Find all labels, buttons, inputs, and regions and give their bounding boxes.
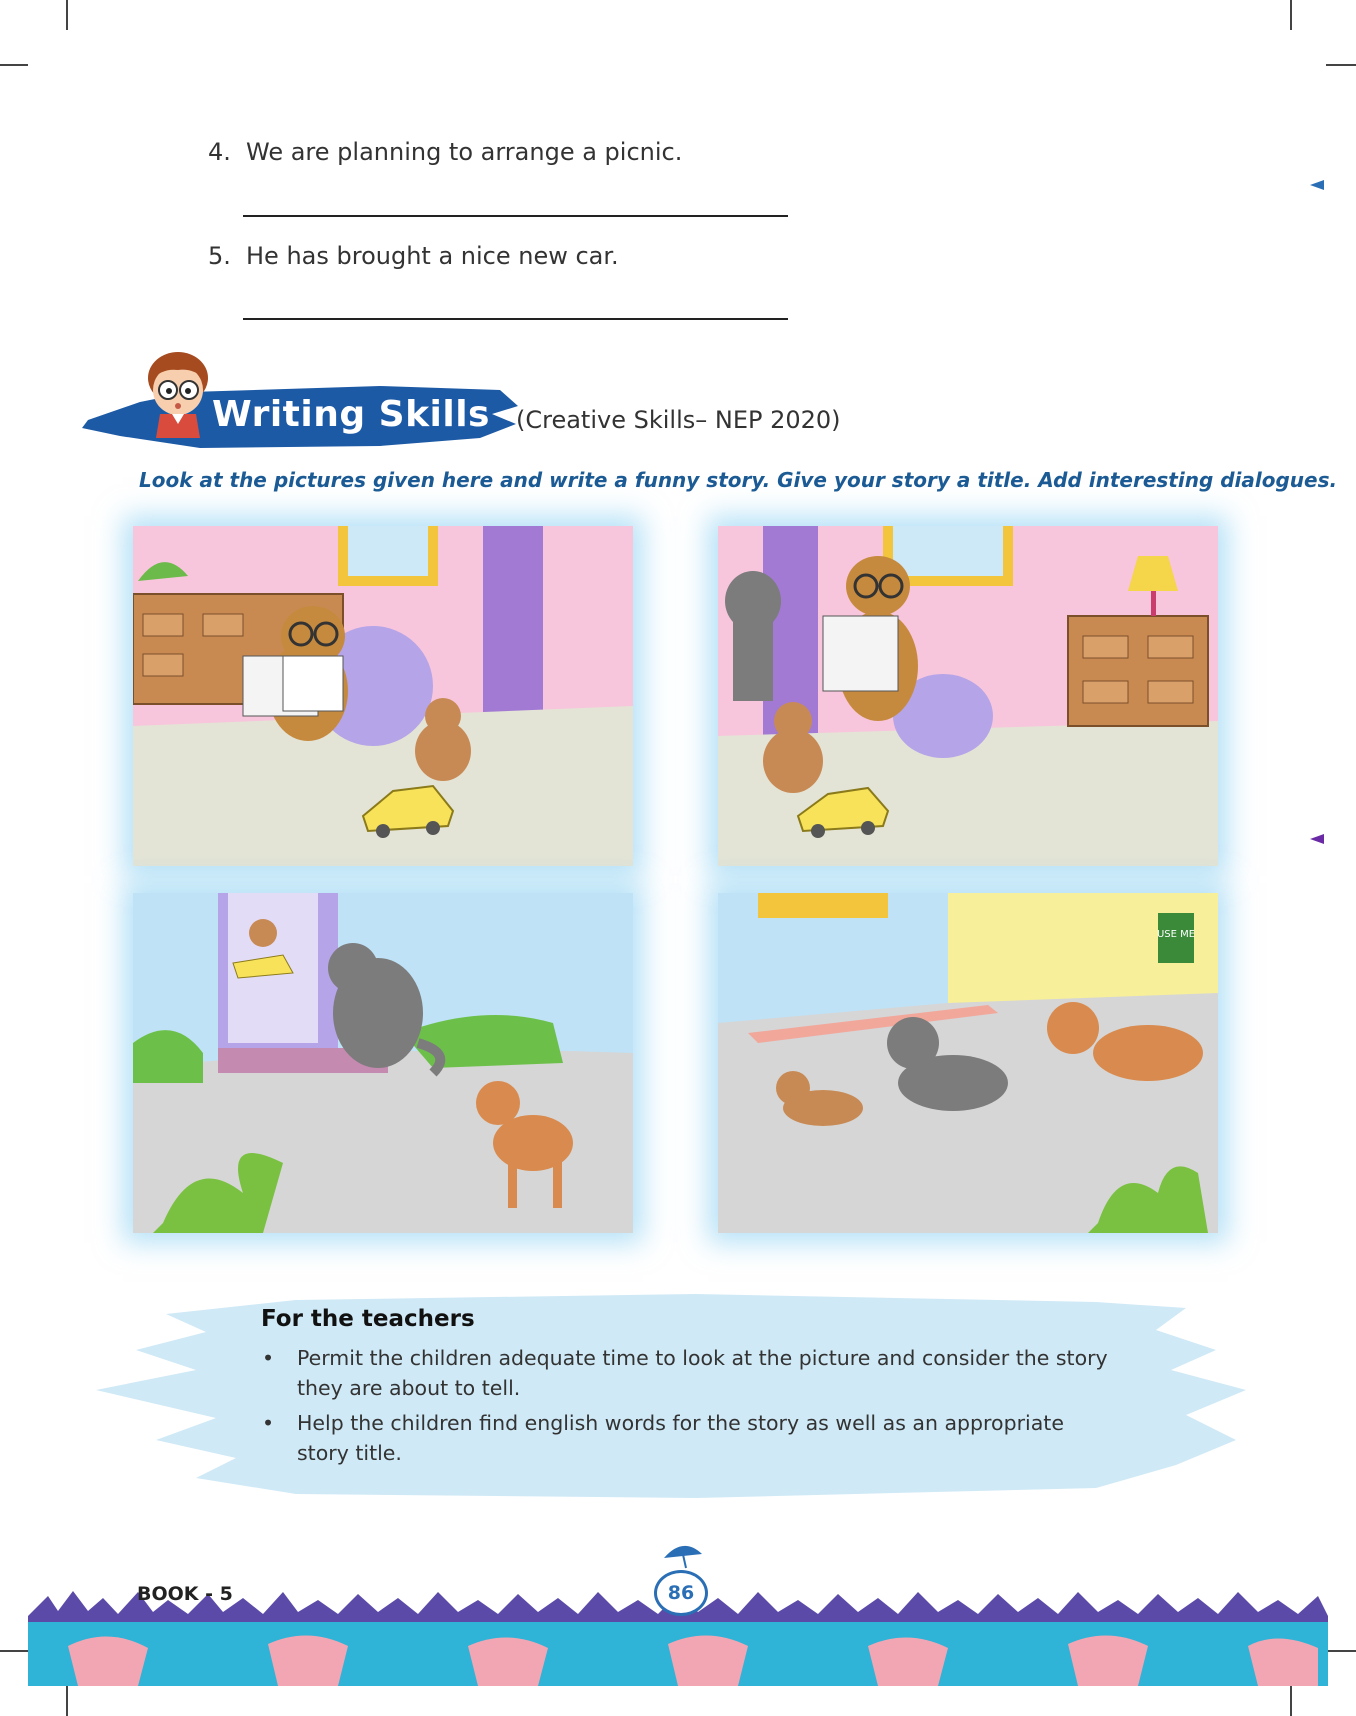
answer-line[interactable] (243, 215, 788, 217)
crop-mark (1326, 1650, 1356, 1652)
boy-mascot-icon (138, 344, 218, 440)
side-marker-icon (1310, 178, 1328, 192)
question-text: He has brought a nice new car. (246, 242, 619, 270)
bullet-text: Permit the children adequate time to look at the picture and consider the story they are about to tell. (297, 1346, 1108, 1400)
crop-mark (1290, 0, 1292, 30)
question-item (208, 242, 619, 270)
teachers-title: For the teachers (261, 1306, 475, 1332)
bullet-symbol: • (262, 1346, 275, 1370)
side-marker-icon (1310, 832, 1328, 846)
crop-mark (0, 1650, 28, 1652)
question-number: 4. (208, 138, 231, 166)
book-label: BOOK - 5 (137, 1583, 233, 1605)
crop-mark (0, 64, 28, 66)
story-panel-4 (718, 893, 1218, 1233)
dustbin-sign: USE ME (1156, 929, 1196, 940)
answer-line[interactable] (243, 318, 788, 320)
instruction-text: Look at the pictures given here and write a funny story. Give your story a title. Add interesting dialogues. (139, 468, 1338, 492)
story-panel-1 (133, 526, 633, 866)
story-panel-2 (718, 526, 1218, 866)
crop-mark (1326, 64, 1356, 66)
story-panel-3 (133, 893, 633, 1233)
umbrella-icon (660, 1540, 706, 1570)
crop-mark (1290, 1686, 1292, 1716)
teachers-bullet (262, 1408, 1142, 1468)
question-number: 5. (208, 242, 231, 270)
crop-mark (66, 0, 68, 30)
teachers-bullet (262, 1343, 1142, 1403)
section-subtitle: (Creative Skills– NEP 2020) (516, 406, 841, 434)
question-text: We are planning to arrange a picnic. (246, 138, 683, 166)
bullet-symbol: • (262, 1411, 275, 1435)
page-number: 86 (654, 1570, 708, 1616)
bullet-text: Help the children find english words for the story as well as an appropriate story title. (297, 1411, 1064, 1465)
crop-mark (66, 1686, 68, 1716)
section-title: Writing Skills (212, 394, 490, 435)
question-item (208, 138, 682, 166)
